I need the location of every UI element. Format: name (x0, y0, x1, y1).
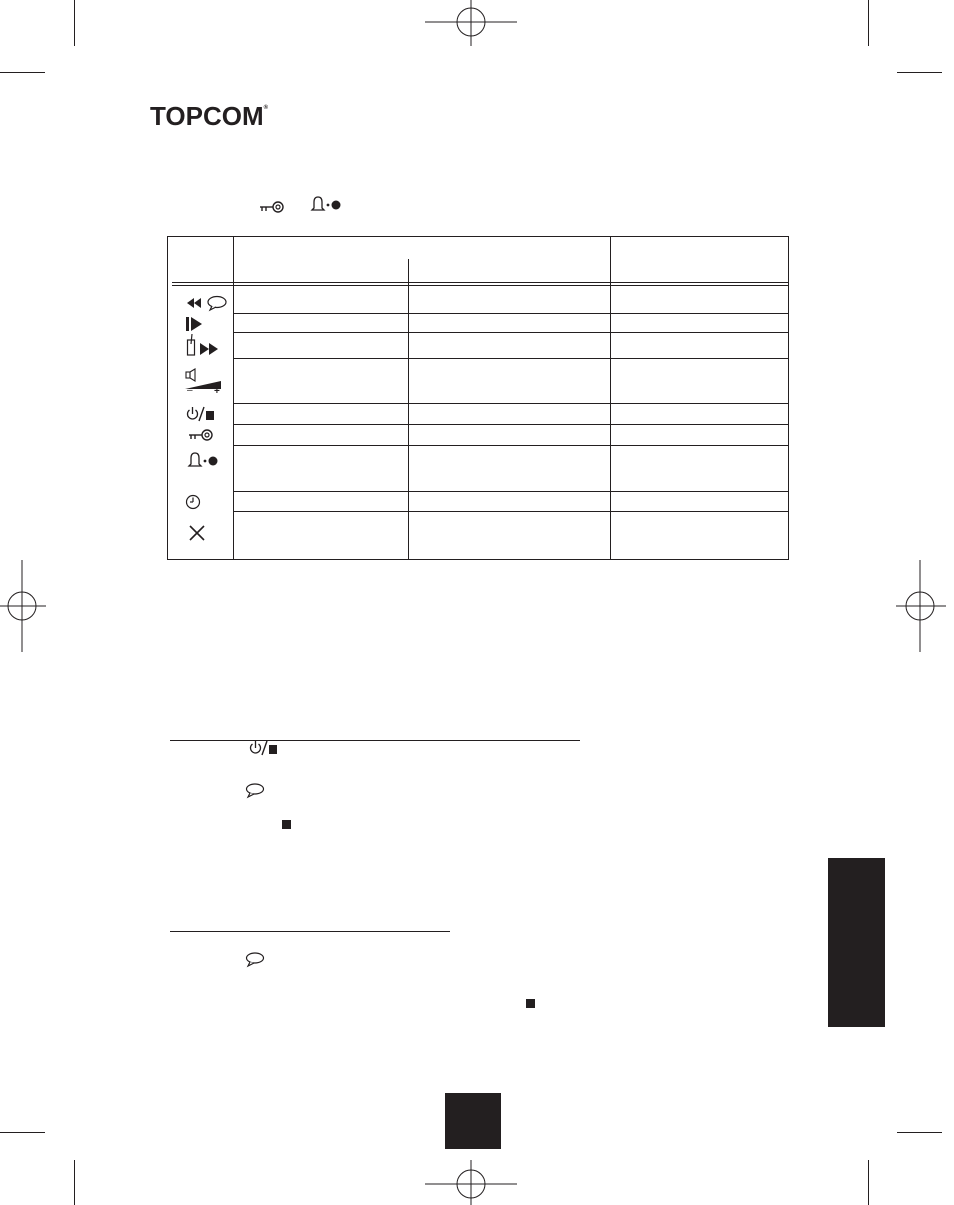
volume-plus-label: + (214, 386, 220, 397)
message-bubble-icon (245, 783, 265, 798)
rewind-and-message-icon (186, 295, 230, 311)
clock-icon (185, 494, 201, 510)
page-number-box (445, 1093, 501, 1149)
play-icon (186, 317, 206, 331)
registration-target-left (0, 560, 48, 652)
delete-x-icon (188, 524, 206, 542)
key-lock-icon (259, 200, 285, 214)
language-side-tab (828, 858, 885, 1027)
alarm-dot-icon (309, 195, 341, 213)
volume-minus-label: – (187, 385, 193, 396)
stop-square-icon (282, 820, 292, 830)
key-lock-icon (188, 428, 214, 442)
registration-target-right (896, 560, 946, 652)
registration-target-top (425, 0, 517, 48)
power-stop-icon (248, 740, 282, 756)
function-table (167, 236, 789, 560)
section-2-heading-underline (170, 931, 450, 932)
topcom-logo: TOPCOM® (150, 101, 269, 131)
power-stop-icon (185, 406, 219, 422)
section-1-heading-underline (170, 740, 580, 741)
logo-text: TOPCOM (150, 101, 264, 131)
registration-target-bottom (425, 1160, 517, 1205)
stop-square-icon (526, 999, 536, 1009)
message-bubble-icon (245, 952, 265, 967)
alarm-dot-icon (186, 451, 218, 469)
memo-and-fast-forward-icon (187, 334, 223, 356)
